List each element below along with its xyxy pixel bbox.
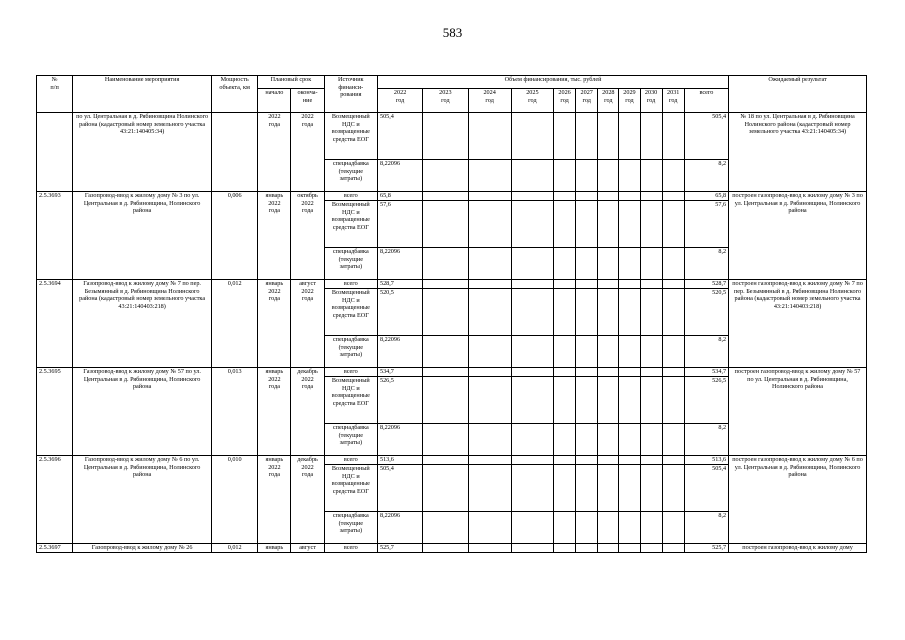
row-expected-result: построен газопровод-ввод к жилому дому № 7 по пер. Безымянный в д. Рябиновщина Нолинского района (кадастровый номер земельного участка 43:21:140403:218) — [729, 280, 867, 368]
row-start: январь 2022 года — [258, 456, 291, 544]
header-power: Мощность объекта, км — [212, 76, 258, 113]
row-value-total: 528,7 — [684, 280, 728, 289]
header-year-2028: 2028 год — [598, 89, 619, 113]
row-start: 2022 года — [258, 113, 291, 192]
row-value-total: 526,5 — [684, 377, 728, 424]
header-total: всего — [684, 89, 728, 113]
row-source: всего — [324, 544, 377, 553]
header-start: начало — [258, 89, 291, 113]
header-year-2029: 2029 год — [619, 89, 640, 113]
row-power: 0,013 — [212, 368, 258, 456]
row-source: спецнадбавка (текущие затраты) — [324, 424, 377, 456]
row-source: Возмещенный НДС и возвращенные средства ЕОГ — [324, 377, 377, 424]
row-num — [37, 113, 73, 192]
row-value-2022: 526,5 — [377, 377, 422, 424]
row-value-total: 8,2 — [684, 336, 728, 368]
row-start: январь — [258, 544, 291, 553]
row-source: всего — [324, 280, 377, 289]
row-source: спецнадбавка (текущие затраты) — [324, 248, 377, 280]
row-expected-result: построен газопровод-ввод к жилому дому № 6 по ул. Центральная в д. Рябиновщина, Нолинского района — [729, 456, 867, 544]
row-name: Газопровод-ввод к жилому дому № 3 по ул. Центральная в д. Рябиновщина, Нолинского района — [73, 192, 212, 280]
row-source: спецнадбавка (текущие затраты) — [324, 512, 377, 544]
row-power: 0,006 — [212, 192, 258, 280]
row-value-2022: 57,6 — [377, 201, 422, 248]
row-name: Газопровод-ввод к жилому дому № 6 по ул. Центральная в д. Рябиновщина, Нолинского района — [73, 456, 212, 544]
row-value-2022: 8,22096 — [377, 248, 422, 280]
row-name: по ул. Центральная в д. Рябиновщина Нолинского района (кадастровый номер земельного участка 43:21:140405:34) — [73, 113, 212, 192]
row-value-total: 525,7 — [684, 544, 728, 553]
row-source: спецнадбавка (текущие затраты) — [324, 336, 377, 368]
row-source: Возмещенный НДС и возвращенные средства ЕОГ — [324, 113, 377, 160]
table-row — [37, 192, 867, 201]
row-power: 0,010 — [212, 456, 258, 544]
row-name: Газопровод-ввод к жилому дому № 26 — [73, 544, 212, 553]
table-row — [37, 113, 867, 160]
row-expected-result: построен газопровод-ввод к жилому дому — [729, 544, 867, 553]
row-source: Возмещенный НДС и возвращенные средства ЕОГ — [324, 201, 377, 248]
row-value-total: 534,7 — [684, 368, 728, 377]
header-num: № п/п — [37, 76, 73, 113]
header-year-2027: 2027 год — [576, 89, 598, 113]
header-end: оконча- ние — [291, 89, 324, 113]
row-name: Газопровод-ввод к жилому дому № 57 по ул. Центральная в д. Рябиновщина, Нолинского района — [73, 368, 212, 456]
row-value-total: 57,6 — [684, 201, 728, 248]
row-start: январь 2022 года — [258, 280, 291, 368]
row-value-total: 65,8 — [684, 192, 728, 201]
header-expected-result: Ожидаемый результат — [729, 76, 867, 113]
row-expected-result: построен газопровод-ввод к жилому дому № 3 по ул. Центральная в д. Рябиновщина, Нолинского района — [729, 192, 867, 280]
row-source: спецнадбавка (текущие затраты) — [324, 160, 377, 192]
table-row — [37, 456, 867, 465]
row-num: 2.5.3696 — [37, 456, 73, 544]
row-value-2022: 8,22096 — [377, 424, 422, 456]
header-year-2030: 2030 год — [640, 89, 662, 113]
header-name: Наименование мероприятия — [73, 76, 212, 113]
row-expected-result: построен газопровод-ввод к жилому дому № 57 по ул. Центральная в д. Рябиновщина, Нолинского района — [729, 368, 867, 456]
row-value-total: 505,4 — [684, 113, 728, 160]
row-num: 2.5.3693 — [37, 192, 73, 280]
row-start: январь 2022 года — [258, 192, 291, 280]
header-year-2024: 2024 год — [468, 89, 511, 113]
header-financing: Объем финансирования, тыс. рублей — [377, 76, 728, 89]
row-value-2022: 534,7 — [377, 368, 422, 377]
row-num: 2.5.3694 — [37, 280, 73, 368]
header-year-2026: 2026 год — [554, 89, 576, 113]
header-year-2031: 2031 год — [662, 89, 684, 113]
row-expected-result: № 18 по ул. Центральная в д. Рябиновщина Нолинского района (кадастровый номер земельного участка 43:21:140405:34) — [729, 113, 867, 192]
row-value-total: 8,2 — [684, 248, 728, 280]
table-row — [37, 368, 867, 377]
row-value-total: 513,6 — [684, 456, 728, 465]
page-number: 583 — [442, 25, 463, 40]
row-value-total: 520,5 — [684, 289, 728, 336]
table-row — [37, 280, 867, 289]
header-year-2025: 2025 год — [511, 89, 553, 113]
header-planned-term: Плановый срок — [258, 76, 324, 89]
row-value-2022: 8,22096 — [377, 336, 422, 368]
row-value-2022: 525,7 — [377, 544, 422, 553]
row-value-total: 8,2 — [684, 160, 728, 192]
row-name: Газопровод-ввод к жилому дому № 7 по пер. Безымянный в д. Рябиновщина Нолинского района (кадастровый номер земельного участка 43:21:140403:218) — [73, 280, 212, 368]
row-end: август — [291, 544, 324, 553]
row-num: 2.5.3697 — [37, 544, 73, 553]
row-source: всего — [324, 192, 377, 201]
row-end: октябрь 2022 года — [291, 192, 324, 280]
row-value-total: 505,4 — [684, 465, 728, 512]
row-value-total: 8,2 — [684, 512, 728, 544]
row-end: декабрь 2022 года — [291, 456, 324, 544]
row-value-2022: 65,8 — [377, 192, 422, 201]
row-value-2022: 8,22096 — [377, 512, 422, 544]
row-num: 2.5.3695 — [37, 368, 73, 456]
row-value-2022: 505,4 — [377, 465, 422, 512]
header-year-2022: 2022 год — [377, 89, 422, 113]
row-end: август 2022 года — [291, 280, 324, 368]
row-start: январь 2022 года — [258, 368, 291, 456]
row-value-2022: 520,5 — [377, 289, 422, 336]
row-value-2022: 513,6 — [377, 456, 422, 465]
row-value-2022: 505,4 — [377, 113, 422, 160]
row-source: всего — [324, 456, 377, 465]
row-source: Возмещенный НДС и возвращенные средства ЕОГ — [324, 465, 377, 512]
header-source: Источник финанси- рования — [324, 76, 377, 113]
row-power: 0,012 — [212, 544, 258, 553]
row-end: декабрь 2022 года — [291, 368, 324, 456]
header-year-2023: 2023 год — [423, 89, 468, 113]
row-value-total: 8,2 — [684, 424, 728, 456]
table-row — [37, 544, 867, 553]
row-source: всего — [324, 368, 377, 377]
row-end: 2022 года — [291, 113, 324, 192]
row-source: Возмещенный НДС и возвращенные средства ЕОГ — [324, 289, 377, 336]
row-value-2022: 528,7 — [377, 280, 422, 289]
row-power — [212, 113, 258, 192]
financing-table — [36, 75, 867, 553]
row-value-2022: 8,22096 — [377, 160, 422, 192]
row-power: 0,012 — [212, 280, 258, 368]
